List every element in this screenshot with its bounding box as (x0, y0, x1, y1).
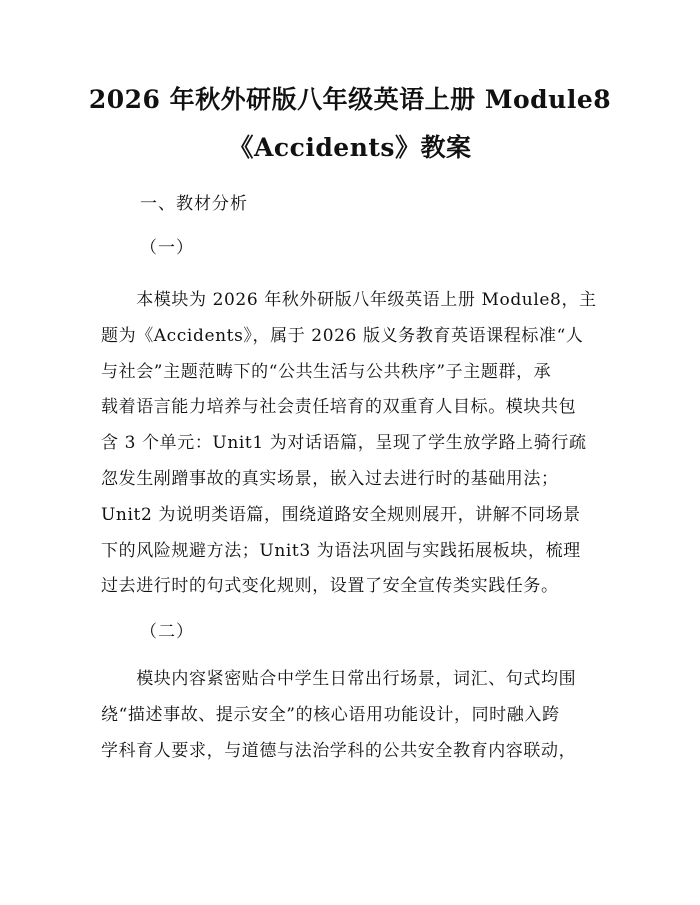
paragraph-line: 学科育人要求，与道德与法治学科的公共安全教育内容联动， (101, 740, 577, 761)
paragraph-line: 下的风险规避方法；Unit3 为语法巩固与实践拓展板块，梳理 (101, 540, 581, 561)
paragraph-module-content (101, 662, 601, 769)
document-title-line-1: 2026 年秋外研版八年级英语上册 Module8 (88, 85, 612, 114)
paragraph-line: 本模块为 2026 年秋外研版八年级英语上册 Module8，主 (101, 290, 597, 310)
paragraph-line: 题为《Accidents》，属于 2026 版义务教育英语课程标准“人 (101, 325, 584, 346)
paragraph-line: 含 3 个单元：Unit1 为对话语篇，呈现了学生放学路上骑行疏 (101, 433, 587, 454)
subsection-heading-2: （二） (140, 622, 194, 642)
paragraph-line: 忽发生剐蹭事故的真实场景，嵌入过去进行时的基础用法； (101, 468, 559, 489)
paragraph-line: 与社会”主题范畴下的“公共生活与公共秩序”子主题群，承 (101, 361, 552, 382)
paragraph-line: 过去进行时的句式变化规则，设置了安全宣传类实践任务。 (101, 576, 559, 597)
section-heading-textbook-analysis: 一、教材分析 (140, 194, 248, 214)
paragraph-line: 模块内容紧密贴合中学生日常出行场景，词汇、句式均围 (101, 669, 577, 689)
document-title-line-2: 《Accidents》教案 (228, 133, 472, 162)
subsection-heading-1: （一） (140, 238, 194, 258)
paragraph-line: 绕“描述事故、提示安全”的核心语用功能设计，同时融入跨 (101, 704, 560, 725)
paragraph-line: Unit2 为说明类语篇，围绕道路安全规则展开，讲解不同场景 (101, 504, 581, 525)
paragraph-line: 载着语言能力培养与社会责任培育的双重育人目标。模块共包 (101, 397, 577, 418)
paragraph-module-overview (101, 283, 601, 605)
